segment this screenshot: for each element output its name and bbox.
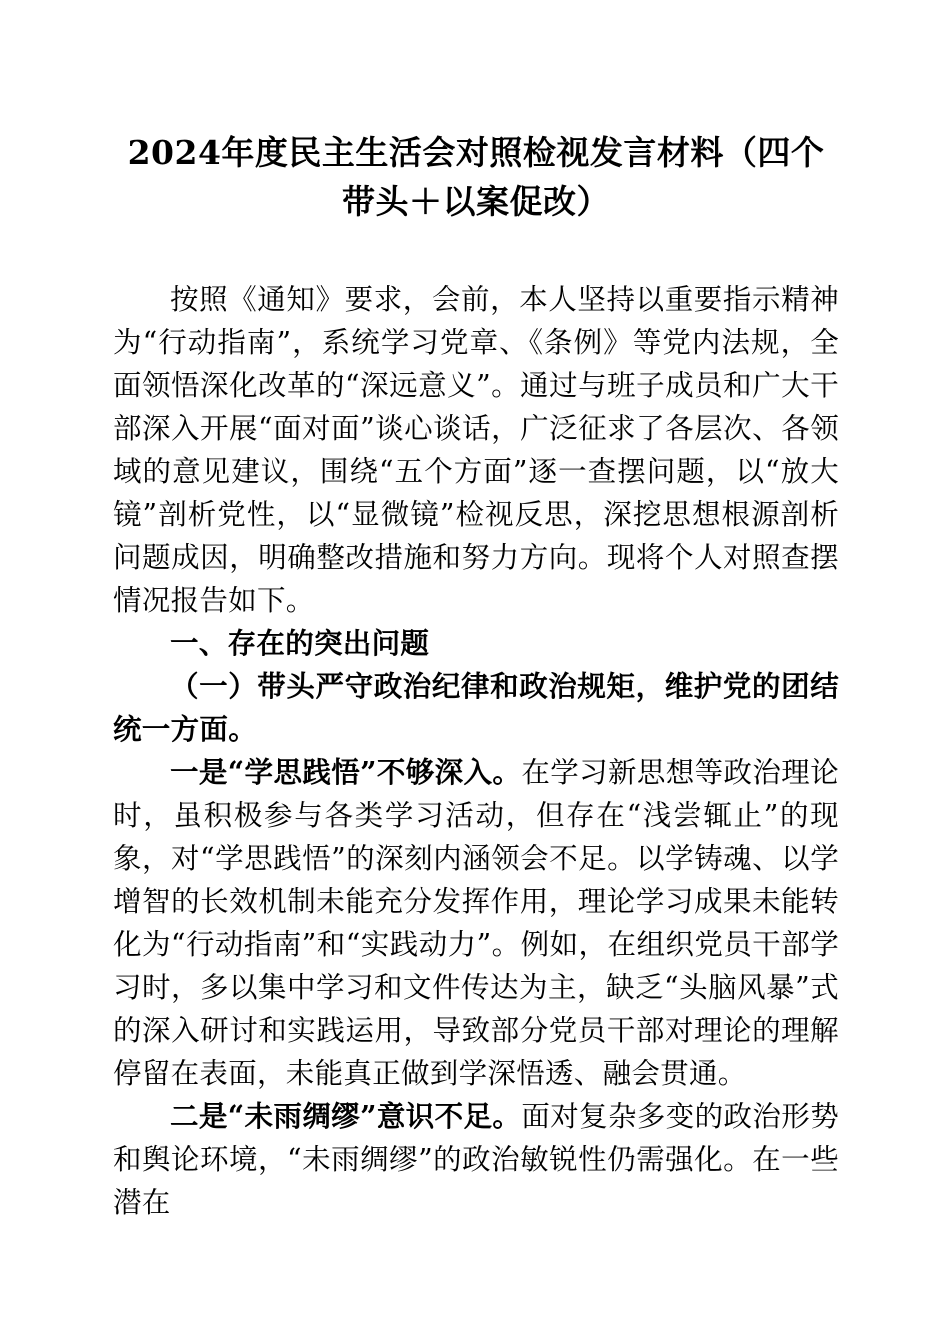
page-content-column (113, 0, 839, 1224)
page-title: 2024年度民主生活会对照检视发言材料（四个带头＋以案促改） (127, 133, 825, 221)
paragraph-point-1-lead: 一是“学思践悟”不够深入。 (170, 755, 522, 789)
paragraph-point-1-body: 在学习新思想等政治理论时，虽积极参与各类学习活动，但存在“浅尝辄止”的现象，对“学思践悟”的深刻内涵领会不足。以学铸魂、以学增智的长效机制未能充分发挥作用，理论学习成果未能转化为“行动指南”和“实践动力”。例如，在组织党员干部学习时，多以集中学习和文件传达为主，缺乏“头脑风暴”式的深入研讨和实践运用，导致部分党员干部对理论的理解停留在表面，未能真正做到学深悟透、融会贯通。 (113, 756, 839, 1090)
paragraph-intro: 按照《通知》要求，会前，本人坚持以重要指示精神为“行动指南”，系统学习党章、《条例》等党内法规，全面领悟深化改革的“深远意义”。通过与班子成员和广大干部深入开展“面对面”谈心谈话，广泛征求了各层次、各领域的意见建议，围绕“五个方面”逐一查摆问题，以“放大镜”剖析党性，以“显微镜”检视反思，深挖思想根源剖析问题成因，明确整改措施和努力方向。现将个人对照查摆情况报告如下。 (113, 283, 839, 617)
paragraph-point-2-lead: 二是“未雨绸缪”意识不足。 (170, 1099, 522, 1133)
section-heading-1: 一、存在的突出问题 (170, 627, 430, 660)
subsection-heading-1: （一）带头严守政治纪律和政治规矩，维护党的团结统一方面。 (113, 669, 839, 746)
paragraph-point-2 (113, 1095, 839, 1224)
paragraph-point-1 (113, 751, 839, 1095)
paragraph-point-2-body: 面对复杂多变的政治形势和舆论环境，“未雨绸缪”的政治敏锐性仍需强化。在一些潜在 (113, 1100, 839, 1219)
